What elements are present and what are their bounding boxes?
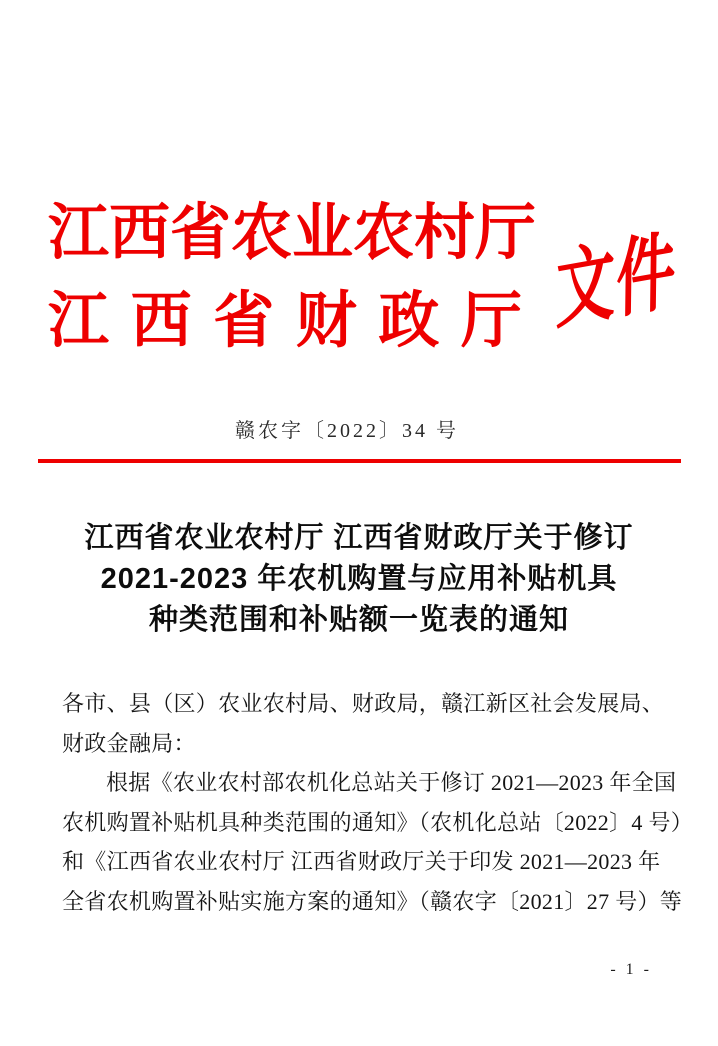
body-paragraph-line-4: 全省农机购置补贴实施方案的通知》（赣农字〔2021〕27 号）等 [62, 888, 683, 914]
body-paragraph-line-1: 根据《农业农村部农机化总站关于修订 2021—2023 年全国 [106, 770, 677, 796]
salutation-paragraph [62, 684, 665, 763]
agency-name-line-1: 江西省农业农村厅 [48, 200, 537, 267]
letterhead-document-word: 文件 [555, 222, 678, 340]
agency-name-line-2: 江西省财政厅 [48, 288, 522, 355]
letterhead-agency-names [48, 190, 537, 366]
salutation-line-2: 财政金融局： [62, 730, 196, 756]
letterhead [48, 190, 678, 360]
body-paragraph-line-2: 农机购置补贴机具种类范围的通知》（农机化总站〔2022〕4 号） [62, 809, 694, 835]
document-title [0, 518, 718, 641]
page-number: - 1 - [610, 961, 652, 978]
document-number: 赣农字〔2022〕34 号 [235, 420, 459, 442]
salutation-line-1: 各市、县（区）农业农村局、财政局，赣江新区社会发展局、 [62, 691, 665, 716]
body-paragraph-line-3: 和《江西省农业农村厅 江西省财政厅关于印发 2021—2023 年 [62, 849, 661, 875]
document-body [62, 684, 694, 922]
document-title-line-2: 2021-2023 年农机购置与应用补贴机具 [100, 563, 618, 595]
document-title-line-1: 江西省农业农村厅 江西省财政厅关于修订 [84, 522, 634, 554]
document-title-line-3: 种类范围和补贴额一览表的通知 [148, 604, 569, 636]
body-paragraph [62, 763, 694, 921]
letterhead-divider-rule [38, 459, 681, 463]
